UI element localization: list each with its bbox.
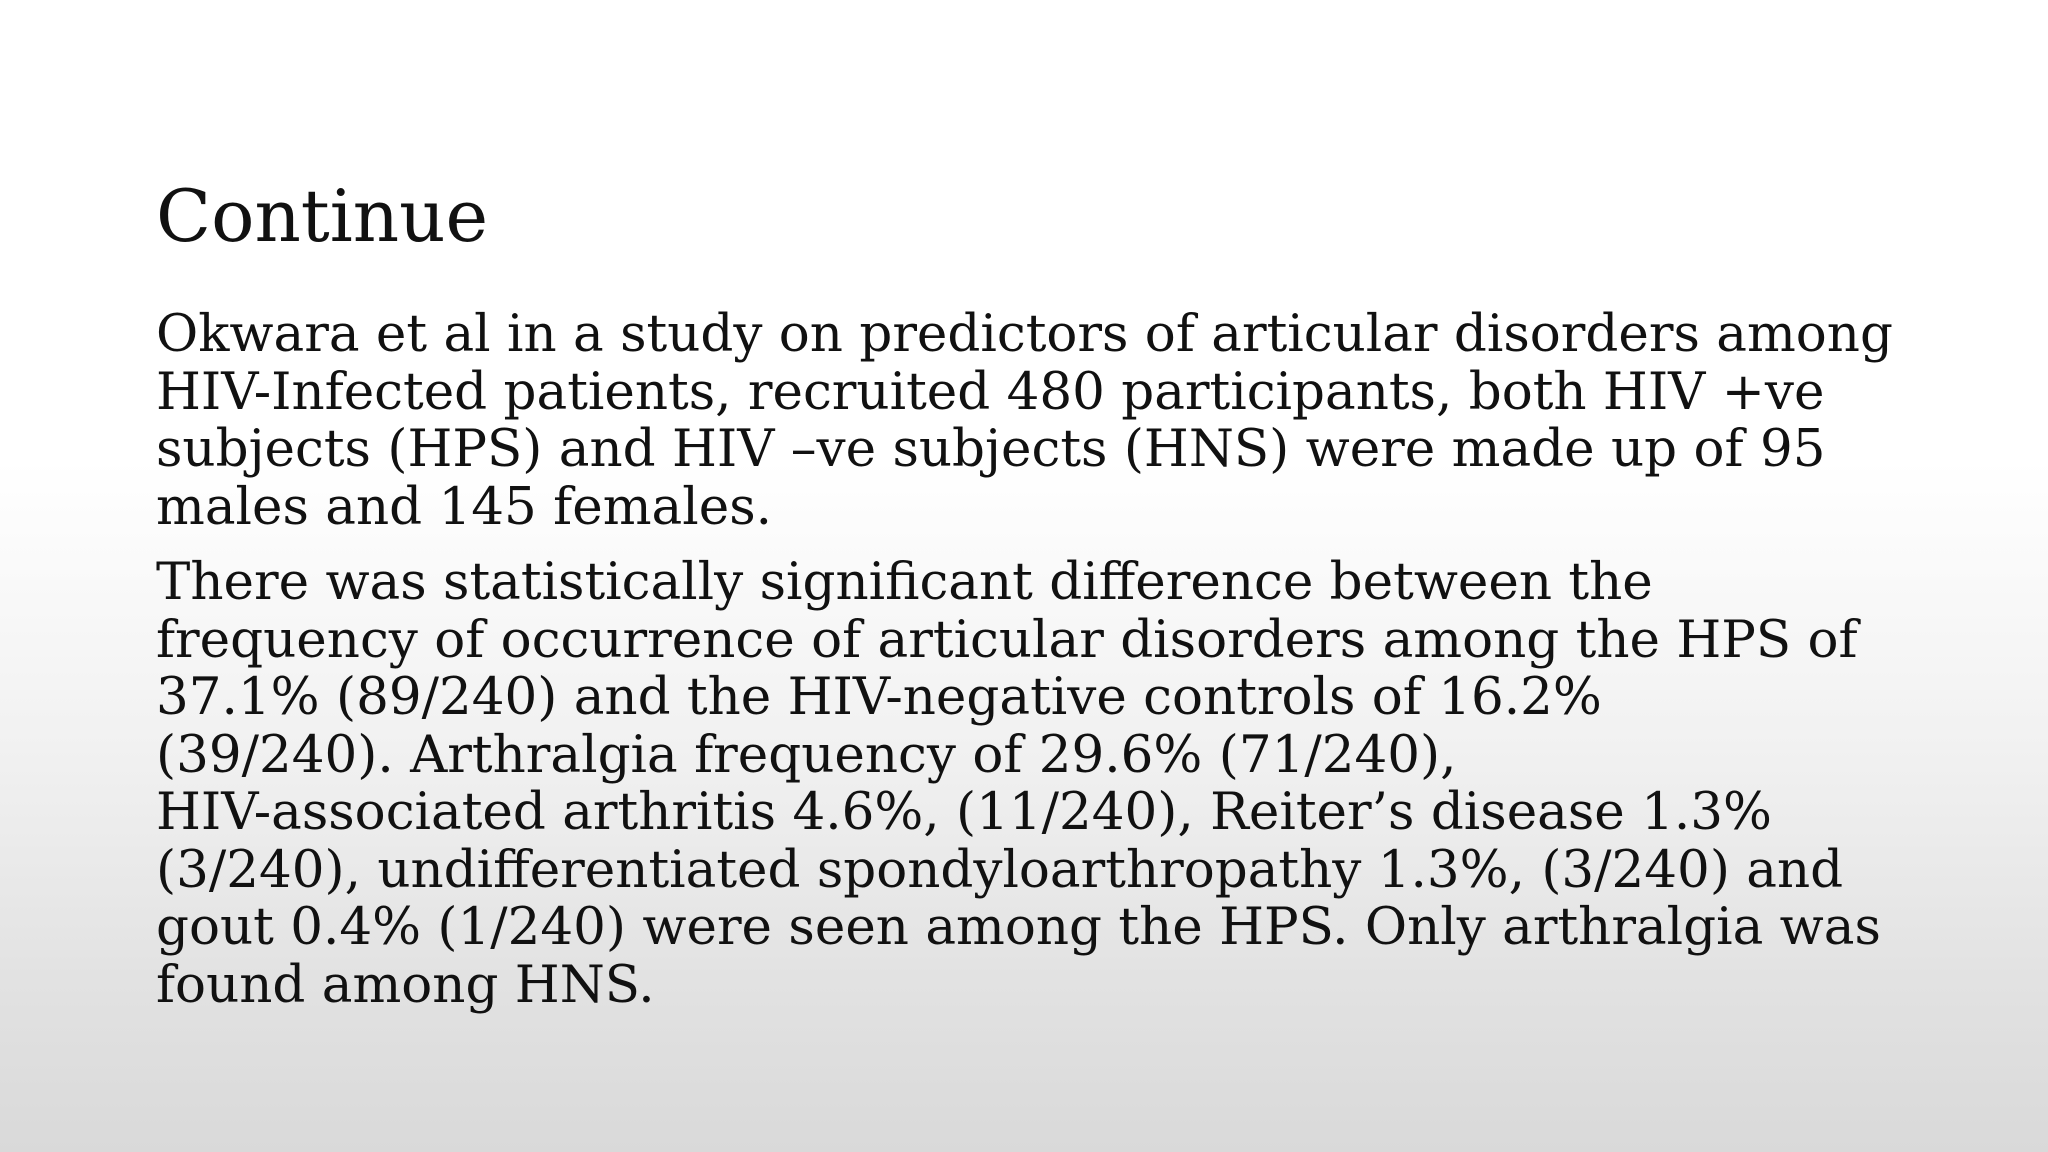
text-line: frequency of occurrence of articular disorders among the HPS of [156,609,1858,670]
text-line: males and 145 females. [156,476,772,537]
paragraph-study-findings [156,554,1896,1014]
text-line: HIV-associated arthritis 4.6%, (11/240), Reiter’s disease 1.3% [156,782,1772,842]
text-line: 37.1% (89/240) and the HIV-negative controls of 16.2% [156,667,1602,727]
slide-body [156,306,1896,1032]
text-line: There was statistically significant difference between the [156,552,1653,612]
text-line: (3/240), undifferentiated spondyloarthropathy 1.3%, (3/240) and [156,839,1844,900]
text-line: gout 0.4% (1/240) were seen among the HPS. Only arthralgia was [156,897,1881,957]
paragraph-study-summary [156,306,1896,536]
slide-title: Continue [156,174,489,258]
text-line: Okwara et al in a study on predictors of articular disorders among [156,304,1893,364]
text-line: (39/240). Arthralgia frequency of 29.6% (71/240), [156,724,1457,785]
text-line: HIV-Infected patients, recruited 480 participants, both HIV +ve [156,361,1825,422]
text-line: found among HNS. [156,954,655,1015]
text-line: subjects (HPS) and HIV –ve subjects (HNS) were made up of 95 [156,419,1826,479]
